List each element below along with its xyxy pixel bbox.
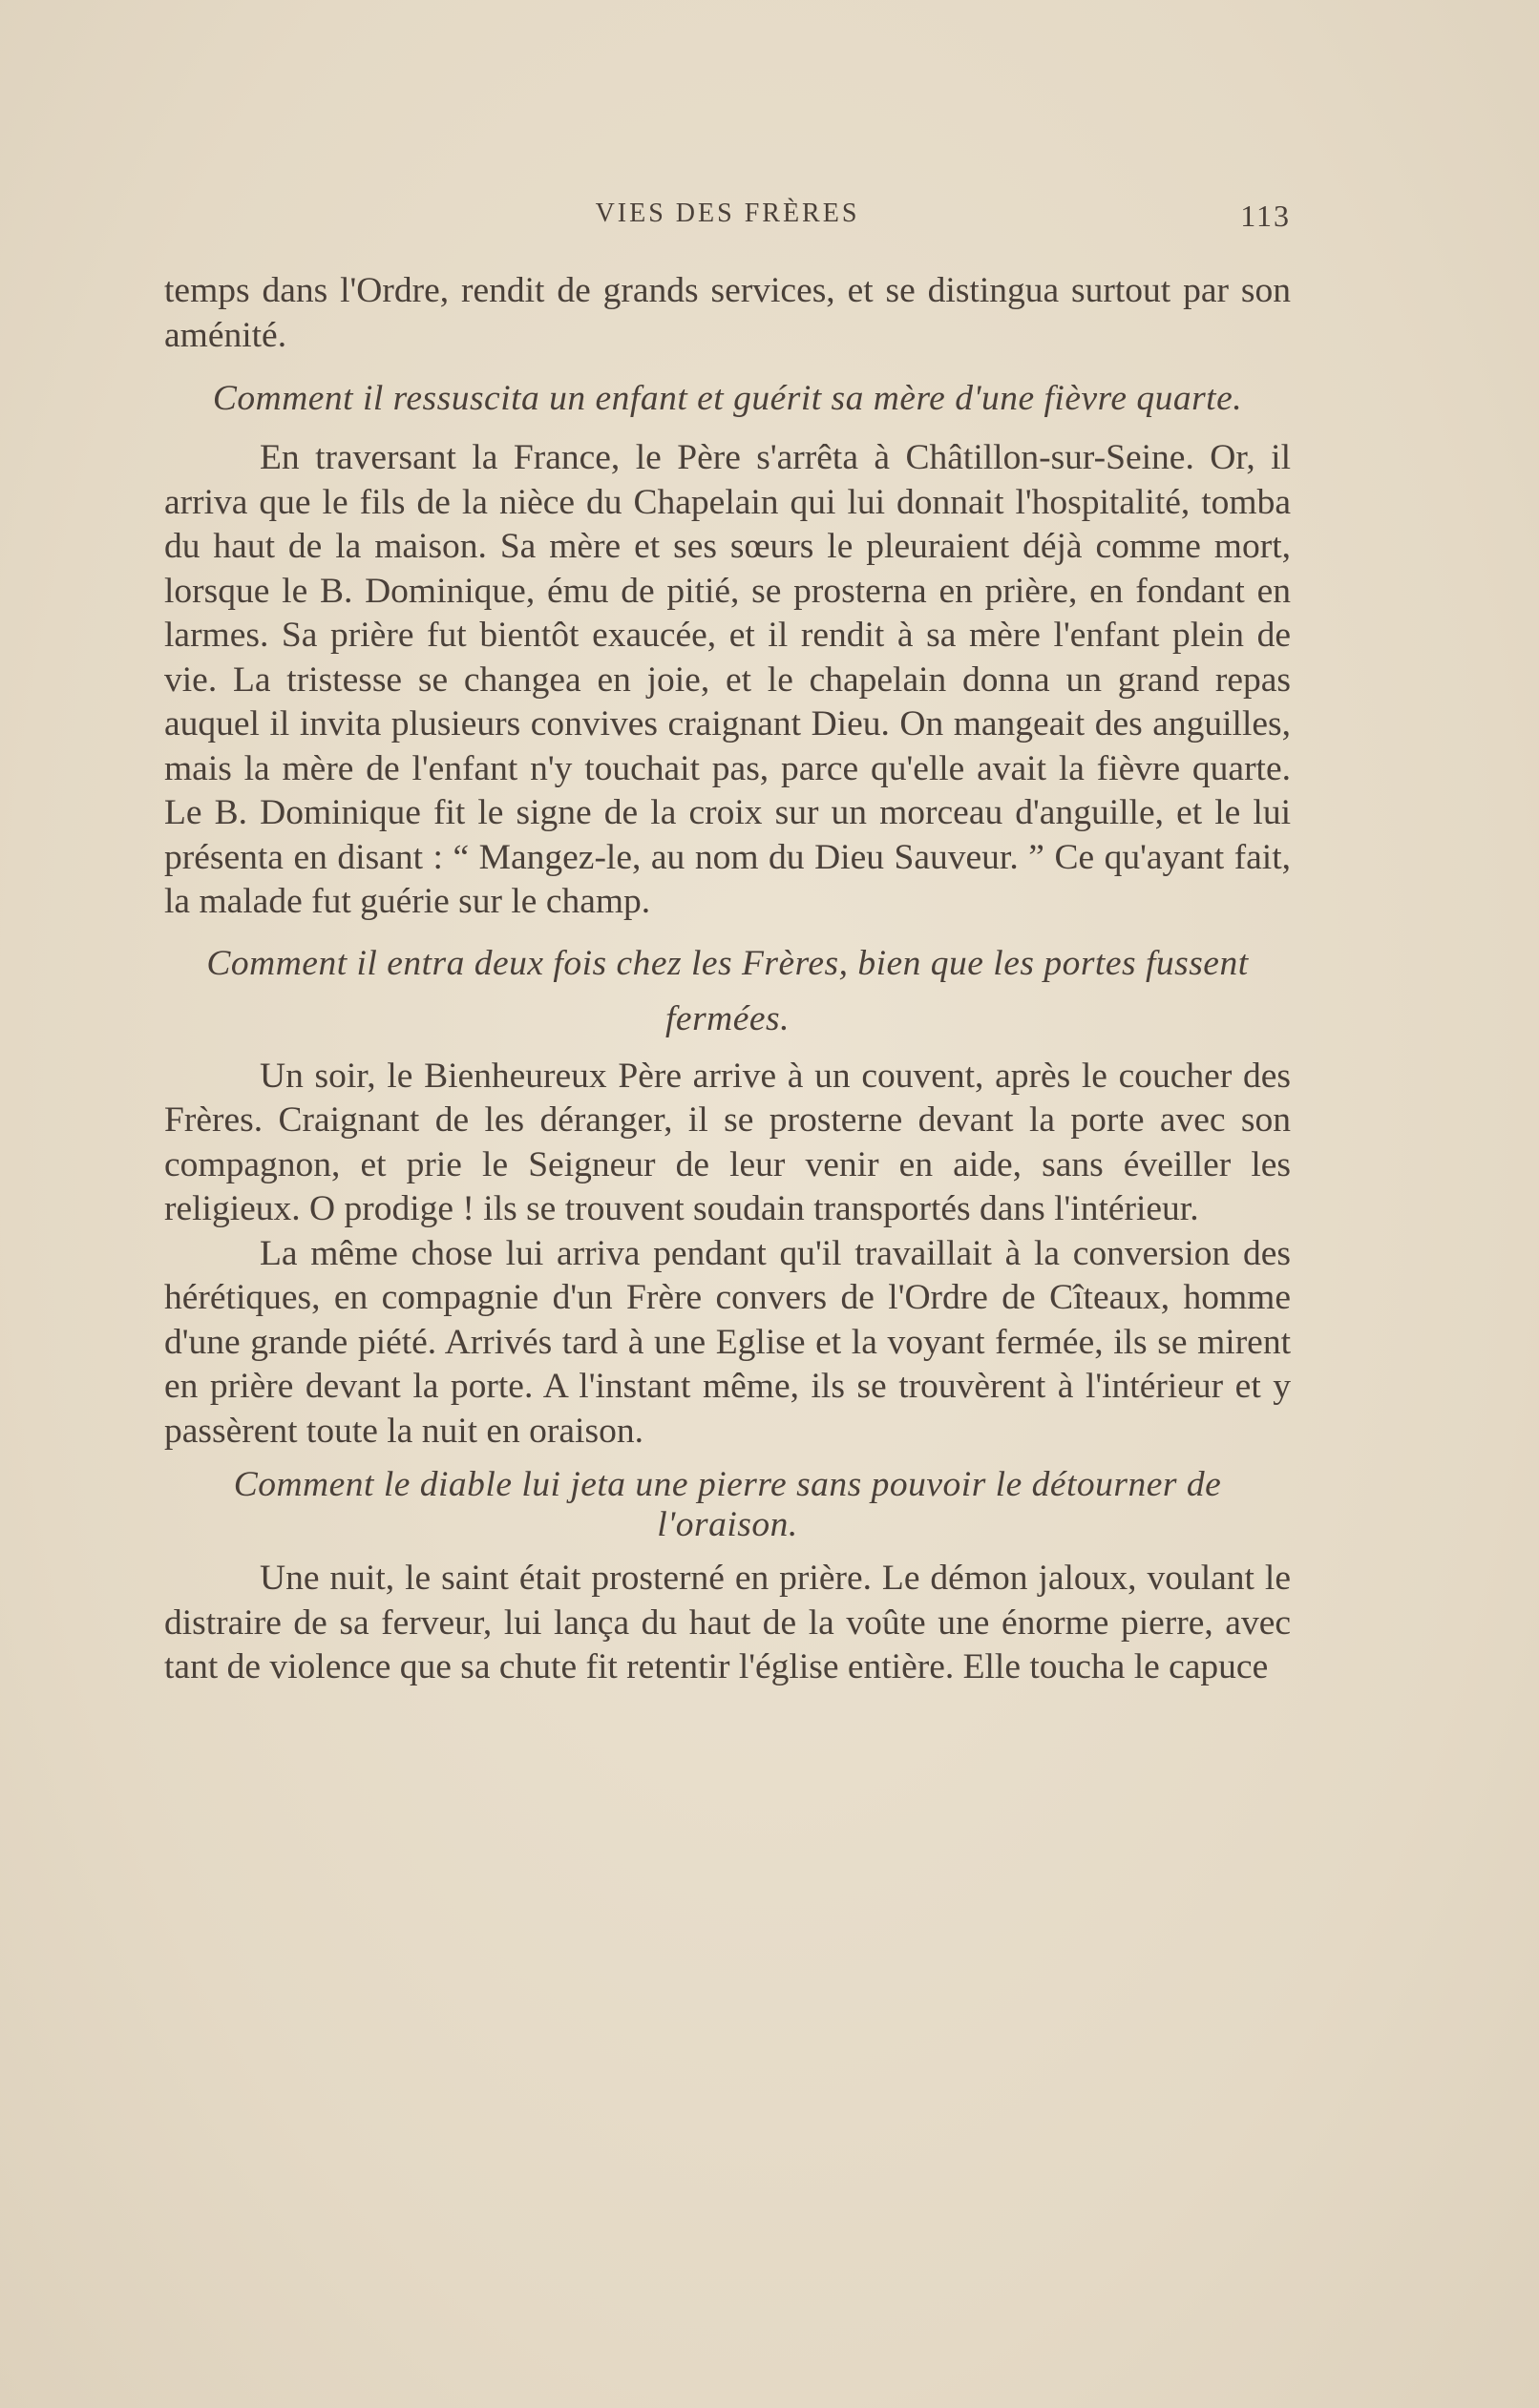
paragraph-chatillon: En traversant la France, le Père s'arrêta à Châtillon-sur-Seine. Or, il arriva que le fils de la nièce du Chapelain qui lui donnait l'hospitalité, tomba du haut de la maison. Sa mère et ses sœurs le pleuraient déjà comme mort, lorsque le B. Dominique, ému de pitié, se prosterna en prière, en fondant en larmes. Sa prière fut bientôt exaucée, et il rendit à sa mère l'enfant plein de vie. La tristesse se changea en joie, et le chapelain donna un grand repas auquel il invita plusieurs convives craignant Dieu. On mangeait des anguilles, mais la mère de l'enfant n'y touchait pas, parce qu'elle avait la fièvre quarte. Le B. Dominique fit le signe de la croix sur un morceau d'anguille, et le lui présenta en disant : “ Mangez-le, au nom du Dieu Sauveur. ” Ce qu'ayant fait, la malade fut guérie sur le champ. — [164, 438, 1291, 921]
paragraph-demon-stone: Une nuit, le saint était prosterné en prière. Le démon jaloux, voulant le distraire de sa ferveur, lui lança du haut de la voûte une énorme pierre, avec tant de violence que sa chute fit retentir l'église entière. Elle toucha le capuce — [164, 1559, 1291, 1686]
paragraph-continued: temps dans l'Ordre, rendit de grands services, et se distingua surtout par son aménité. — [164, 271, 1291, 355]
running-title: VIES DES FRÈRES — [595, 199, 860, 228]
body-text — [164, 269, 1291, 1690]
section-heading-resurrection: Comment il ressuscita un enfant et guérit sa mère d'une fièvre quarte. — [212, 379, 1243, 418]
page-header — [164, 199, 1291, 237]
paragraph-citeaux: La même chose lui arriva pendant qu'il travaillait à la conversion des hérétiques, en compagnie d'un Frère convers de l'Ordre de Cîteaux, homme d'une grande piété. Arrivés tard à une Eglise et la voyant fermée, ils se mirent en prière devant la porte. A l'instant même, ils se trouvèrent à l'intérieur et y passèrent toute la nuit en oraison. — [164, 1233, 1291, 1451]
section-heading-closed-doors: Comment il entra deux fois chez les Frères, bien que les portes fussent fermées. — [206, 943, 1249, 1038]
section-heading-devil-stone: Comment le diable lui jeta une pierre sans pouvoir le détourner de l'oraison. — [233, 1465, 1222, 1544]
page-number: 113 — [1240, 199, 1291, 233]
paragraph-convent-night: Un soir, le Bienheureux Père arrive à un couvent, après le coucher des Frères. Craignant de les déranger, il se prosterne devant la porte avec son compagnon, et prie le Seigneur de leur venir en aide, sans éveiller les religieux. O prodige ! ils se trouvent soudain transportés dans l'intérieur. — [164, 1056, 1291, 1228]
